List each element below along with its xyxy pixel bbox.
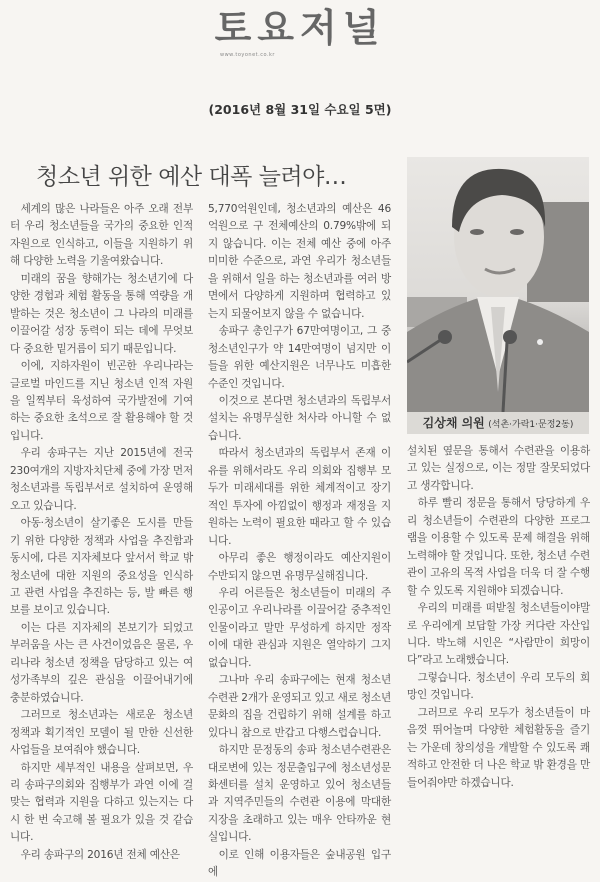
caption-name: 김상채 의원 xyxy=(422,416,485,430)
photo-caption xyxy=(407,412,589,434)
paragraph: 송파구 총인구가 67만여명이고, 그 중 청소년인구가 약 14만여명이 넘지만 이들을 위한 예산지원은 너무나도 미흡한 수준인 것입니다. xyxy=(208,325,391,390)
paragraph: 그러므로 청소년과는 새로운 청소년 정책과 획기적인 모델이 될 만한 신선한 사업들을 보여줘야 했습니다. xyxy=(10,709,193,757)
caption-district: (석촌·가락1·문정2동) xyxy=(488,420,574,430)
paragraph: 미래의 꿈을 향해가는 청소년기에 다양한 경험과 체험 활동을 통해 역량을 개발하는 것은 청소년이 그 나라의 미래를 이끌어갈 성장 동력이 되는 데에 무엇보다 중요한 밑거름이 되기 때문입니다. xyxy=(10,272,193,355)
paragraph: 아무리 좋은 행정이라도 예산지원이 수반되지 않으면 유명무실해집니다. xyxy=(208,552,391,582)
paragraph: 그렇습니다. 청소년이 우리 모두의 희망인 것입니다. xyxy=(407,671,590,702)
article-column-2 xyxy=(208,201,391,882)
paragraph: 우리 송파구는 지난 2015년에 전국 230여개의 지방자치단체 중에 가장 먼저 청소년과를 독립부서로 설치하여 운영해오고 있습니다. xyxy=(10,447,193,512)
paragraph: 그나마 우리 송파구에는 현재 청소년수련관 2개가 운영되고 있고 새로 청소년 문화의 집을 건립하기 위해 설계를 하고 있다니 참으로 반갑고 다행스럽습니다. xyxy=(208,674,391,739)
paragraph: 세계의 많은 나라들은 아주 오래 전부터 우리 청소년들을 국가의 중요한 인적 자원으로 인식하고, 이들을 지원하기 위해 다양한 노력을 기울여왔습니다. xyxy=(10,203,193,268)
masthead xyxy=(0,8,600,48)
newspaper-logo: 토요저널 xyxy=(214,6,386,50)
paragraph: 우리의 미래를 떠받칠 청소년들이야말로 우리에게 보답할 가장 커다란 자산입니다. 박노해 시인은 “사람만이 희망이다”라고 노래했습니다. xyxy=(407,602,590,667)
paragraph: 하지만 세부적인 내용을 살펴보면, 우리 송파구의회와 집행부가 과연 이에 걸맞는 협력과 지원을 다하고 있는지는 다시 한 번 숙고해 볼 필요가 있을 것 같습니다. xyxy=(10,761,193,844)
paragraph: 이로 인해 이용자들은 숲내공원 입구에 xyxy=(208,848,391,879)
paragraph: 하지만 문정동의 송파 청소년수련관은 대로변에 있는 정문출입구에 청소년성문화센터를 설치 운영하고 있어 청소년들과 지역주민들의 수련관 이용에 막대한 지장을 초래하고 있는 매우 안타까운 현실입니다. xyxy=(208,744,391,844)
paragraph: 설치된 옆문을 통해서 수련관을 이용하고 있는 실정으로, 이는 정말 잘못되었다고 생각합니다. xyxy=(407,445,590,492)
paragraph: 우리 어른들은 청소년들이 미래의 주인공이고 우리나라를 이끌어갈 중추적인 인물이라고 말만 무성하게 하지만 정작 이에 대한 관심과 지원은 열악하기 그지 없습니다. xyxy=(208,586,391,669)
paragraph: 이는 다른 지자체의 본보기가 되었고 부러움을 사는 큰 사건이었음은 물론, 우리나라 청소년 정책을 담당하고 있는 여성가족부의 깊은 관심을 이끌어내기에 충분하였습니다. xyxy=(10,621,193,704)
paragraph: 이것으로 본다면 청소년과의 독립부서 설치는 유명무실한 처사라 아니할 수 없습니다. xyxy=(208,394,391,442)
paragraph: 하루 빨리 정문을 통해서 당당하게 우리 청소년들이 수련관의 다양한 프로그램을 이용할 수 있도록 문제 해결을 위해 노력해야 할 것입니다. 또한, 청소년 수련관이 고유의 목적 사업을 더욱 더 잘 수행할 수 있도록 지원해야 되겠습니다. xyxy=(407,497,590,597)
paragraph: 아동·청소년이 살기좋은 도시를 만들기 위한 다양한 정책과 사업을 추진함과 동시에, 다른 지자체보다 앞서서 학교 밖 청소년에 대한 지원의 중요성을 인식하고 관련 사업을 추진하는 등, 발 빠른 행보를 보이고 있습니다. xyxy=(10,517,193,617)
paragraph: 그러므로 우리 모두가 청소년들이 마음껏 뛰어놀며 다양한 체험활동을 즐기는 가운데 창의성을 개발할 수 있도록 쾌적하고 안전한 더 나은 학교 밖 환경을 만들어줘야만 하겠습니다. xyxy=(407,706,590,789)
paragraph: 따라서 청소년과의 독립부서 존재 이유를 위해서라도 우리 의회와 집행부 모두가 미래세대를 위한 체계적이고 장기적인 투자에 아낌없이 행정과 재정을 지원하는 노력이 필요한 때라고 할 수 있습니다. xyxy=(208,447,391,547)
article-column-1 xyxy=(10,201,193,864)
person-portrait-icon xyxy=(407,157,589,412)
article-column-3 xyxy=(407,443,590,792)
dateline: (2016년 8월 31일 수요일 5면) xyxy=(208,102,392,117)
author-photo xyxy=(407,157,589,412)
paragraph: 우리 송파구의 2016년 전체 예산은 xyxy=(20,848,180,861)
article-headline: 청소년 위한 예산 대폭 늘려야… xyxy=(36,164,347,190)
newspaper-url: www.toyonet.co.kr xyxy=(220,52,275,58)
paragraph: 이에, 지하자원이 빈곤한 우리나라는 글로벌 마인드를 지닌 청소년 인적 자원을 일찍부터 육성하여 국가발전에 기여하는 중요한 초석으로 잘 활용해야 할 것입니다. xyxy=(10,360,193,442)
paragraph: 5,770억원인데, 청소년과의 예산은 46억원으로 구 전체예산의 0.79%밖에 되지 않습니다. 이는 전체 예산 중에 아주 미미한 수준으로, 과연 우리가 청소년들을 위해서 일을 하는 청소년과를 여러 방면에서 다양하게 지원하며 협력하고 있는지 되물어보지 않을 수 없습니다. xyxy=(208,203,391,320)
